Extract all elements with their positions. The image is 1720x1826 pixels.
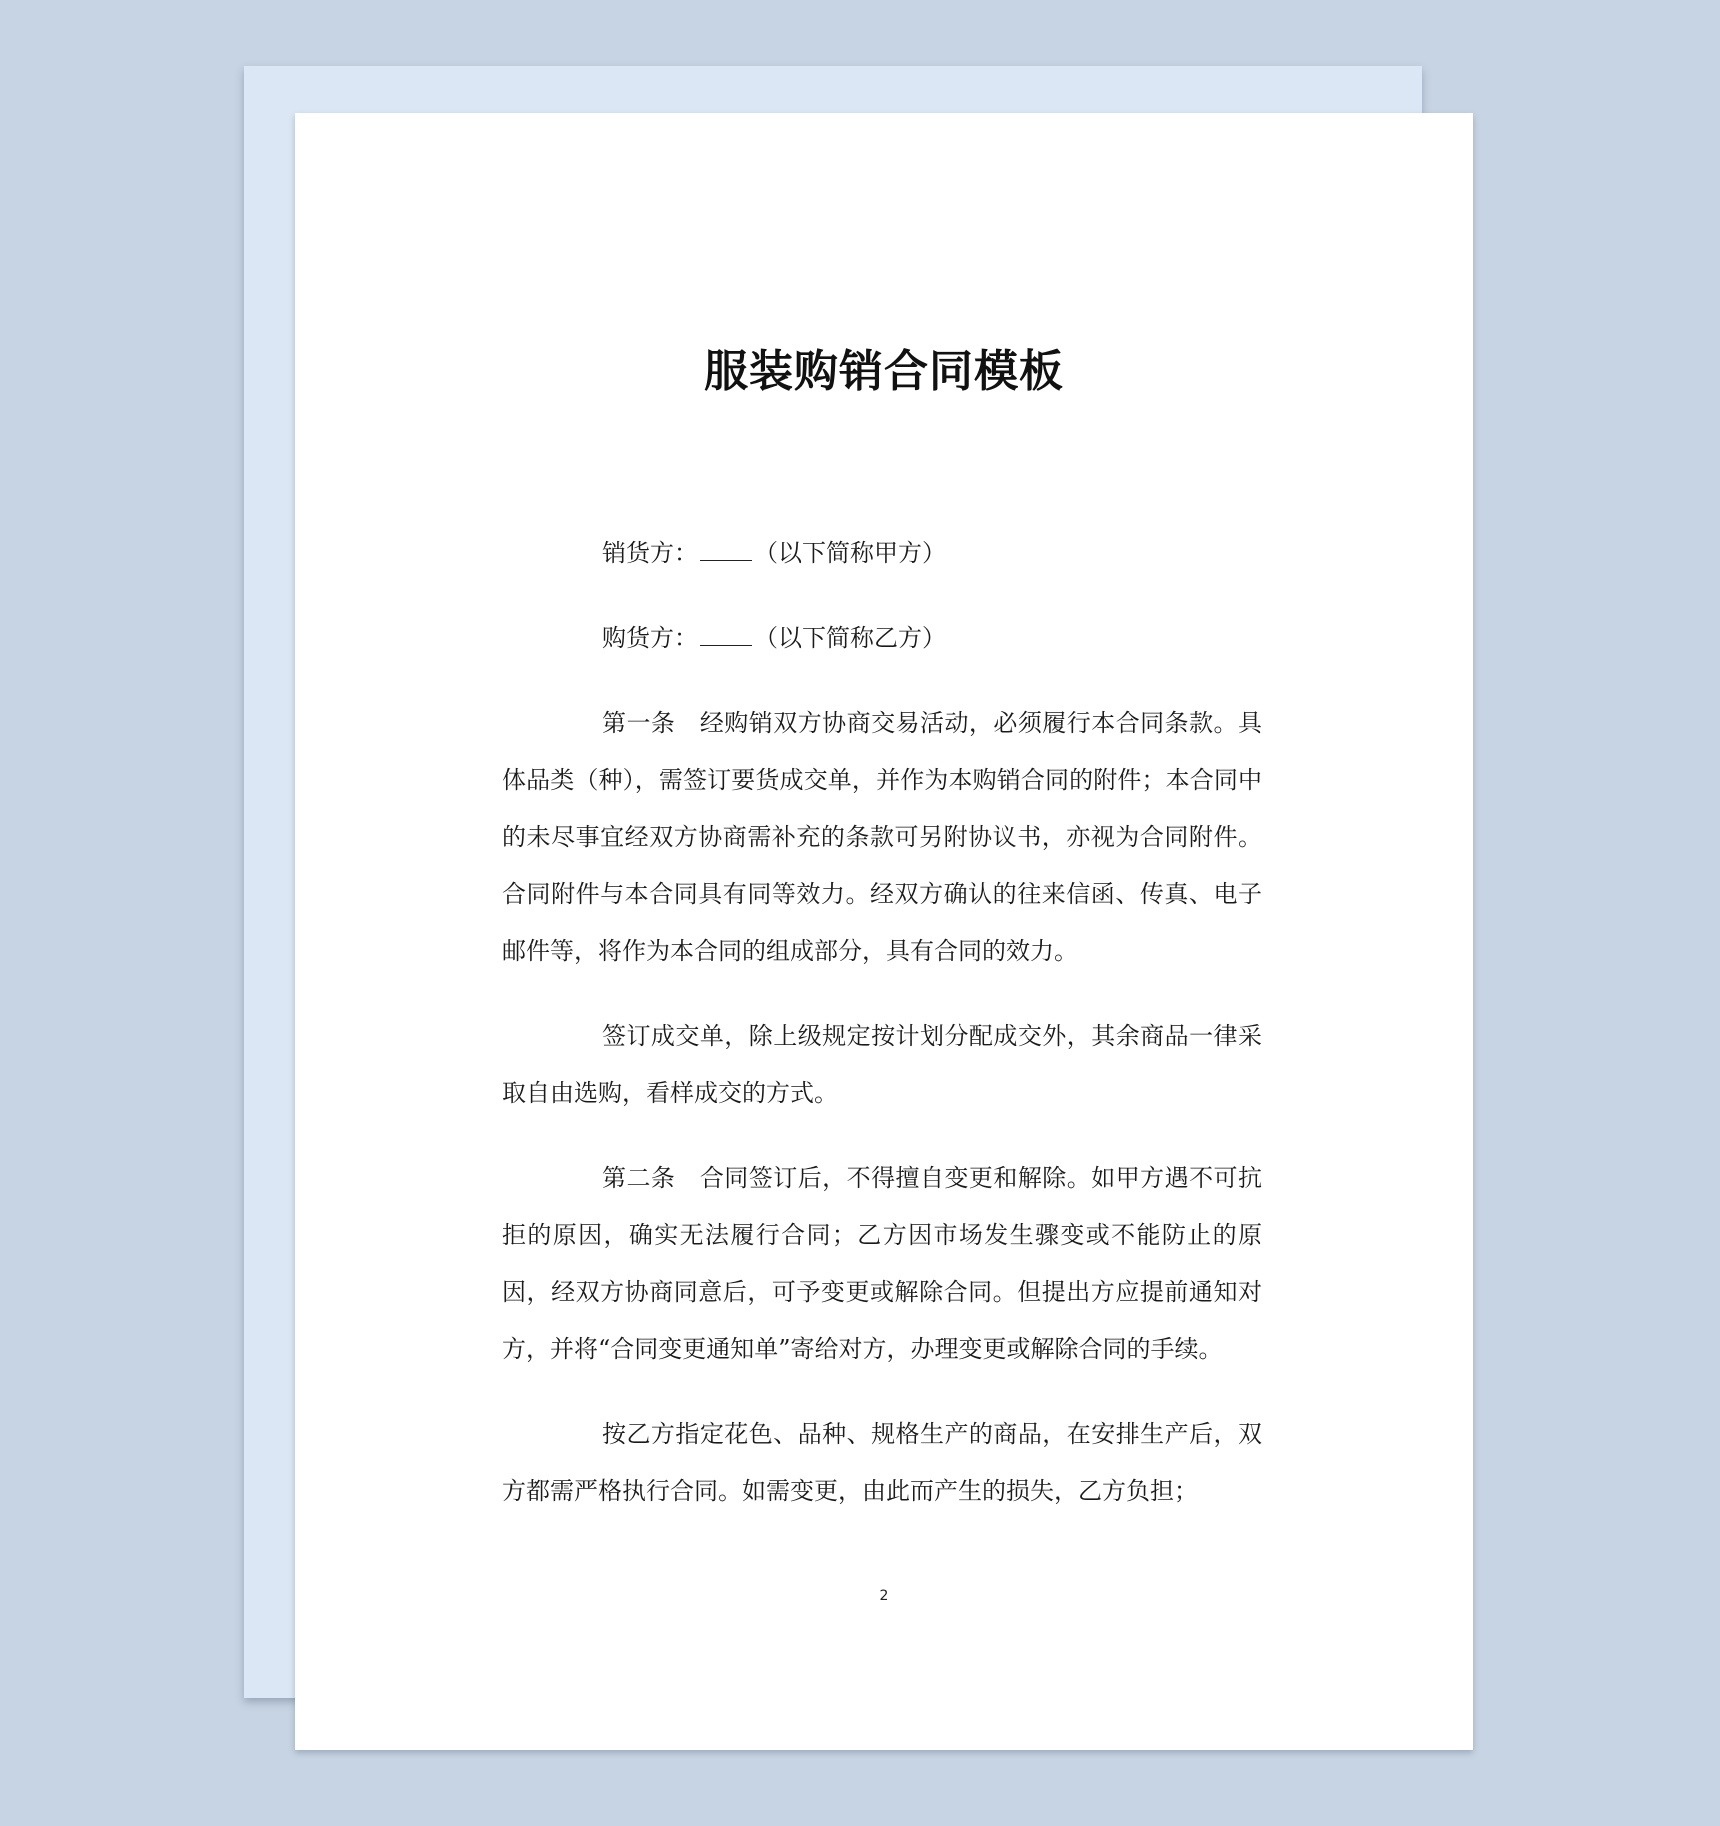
article-2-paragraph: 第二条 合同签订后，不得擅自变更和解除。如甲方遇不可抗拒的原因，确实无法履行合同；乙方因市场发生骤变或不能防止的原因，经双方协商同意后，可予变更或解除合同。但提出方应提前通知对方，并将“合同变更通知单”寄给对方，办理变更或解除合同的手续。 (502, 1164, 1262, 1363)
seller-line (502, 525, 1262, 582)
article-1-paragraph: 第一条 经购销双方协商交易活动，必须履行本合同条款。具体品类（种），需签订要货成交单，并作为本购销合同的附件；本合同中的未尽事宜经双方协商需补充的条款可另附协议书，亦视为合同附件。合同附件与本合同具有同等效力。经双方确认的往来信函、传真、电子邮件等，将作为本合同的组成部分，具有合同的效力。 (502, 709, 1262, 965)
document-page (295, 113, 1473, 1750)
deal-order-paragraph: 签订成交单，除上级规定按计划分配成交外，其余商品一律采取自由选购，看样成交的方式。 (502, 1022, 1262, 1107)
seller-label: 销货方： (602, 539, 698, 567)
buyer-label: 购货方： (602, 624, 698, 652)
buyer-blank (700, 621, 752, 646)
buyer-line (502, 610, 1262, 667)
page-number: 2 (879, 1588, 889, 1604)
seller-blank (700, 536, 752, 561)
seller-note: （以下简称甲方） (754, 539, 946, 567)
document-body (502, 525, 1262, 1548)
document-title: 服装购销合同模板 (704, 346, 1064, 397)
custom-production-paragraph: 按乙方指定花色、品种、规格生产的商品，在安排生产后，双方都需严格执行合同。如需变更，由此而产生的损失，乙方负担； (502, 1420, 1262, 1505)
buyer-note: （以下简称乙方） (754, 624, 946, 652)
